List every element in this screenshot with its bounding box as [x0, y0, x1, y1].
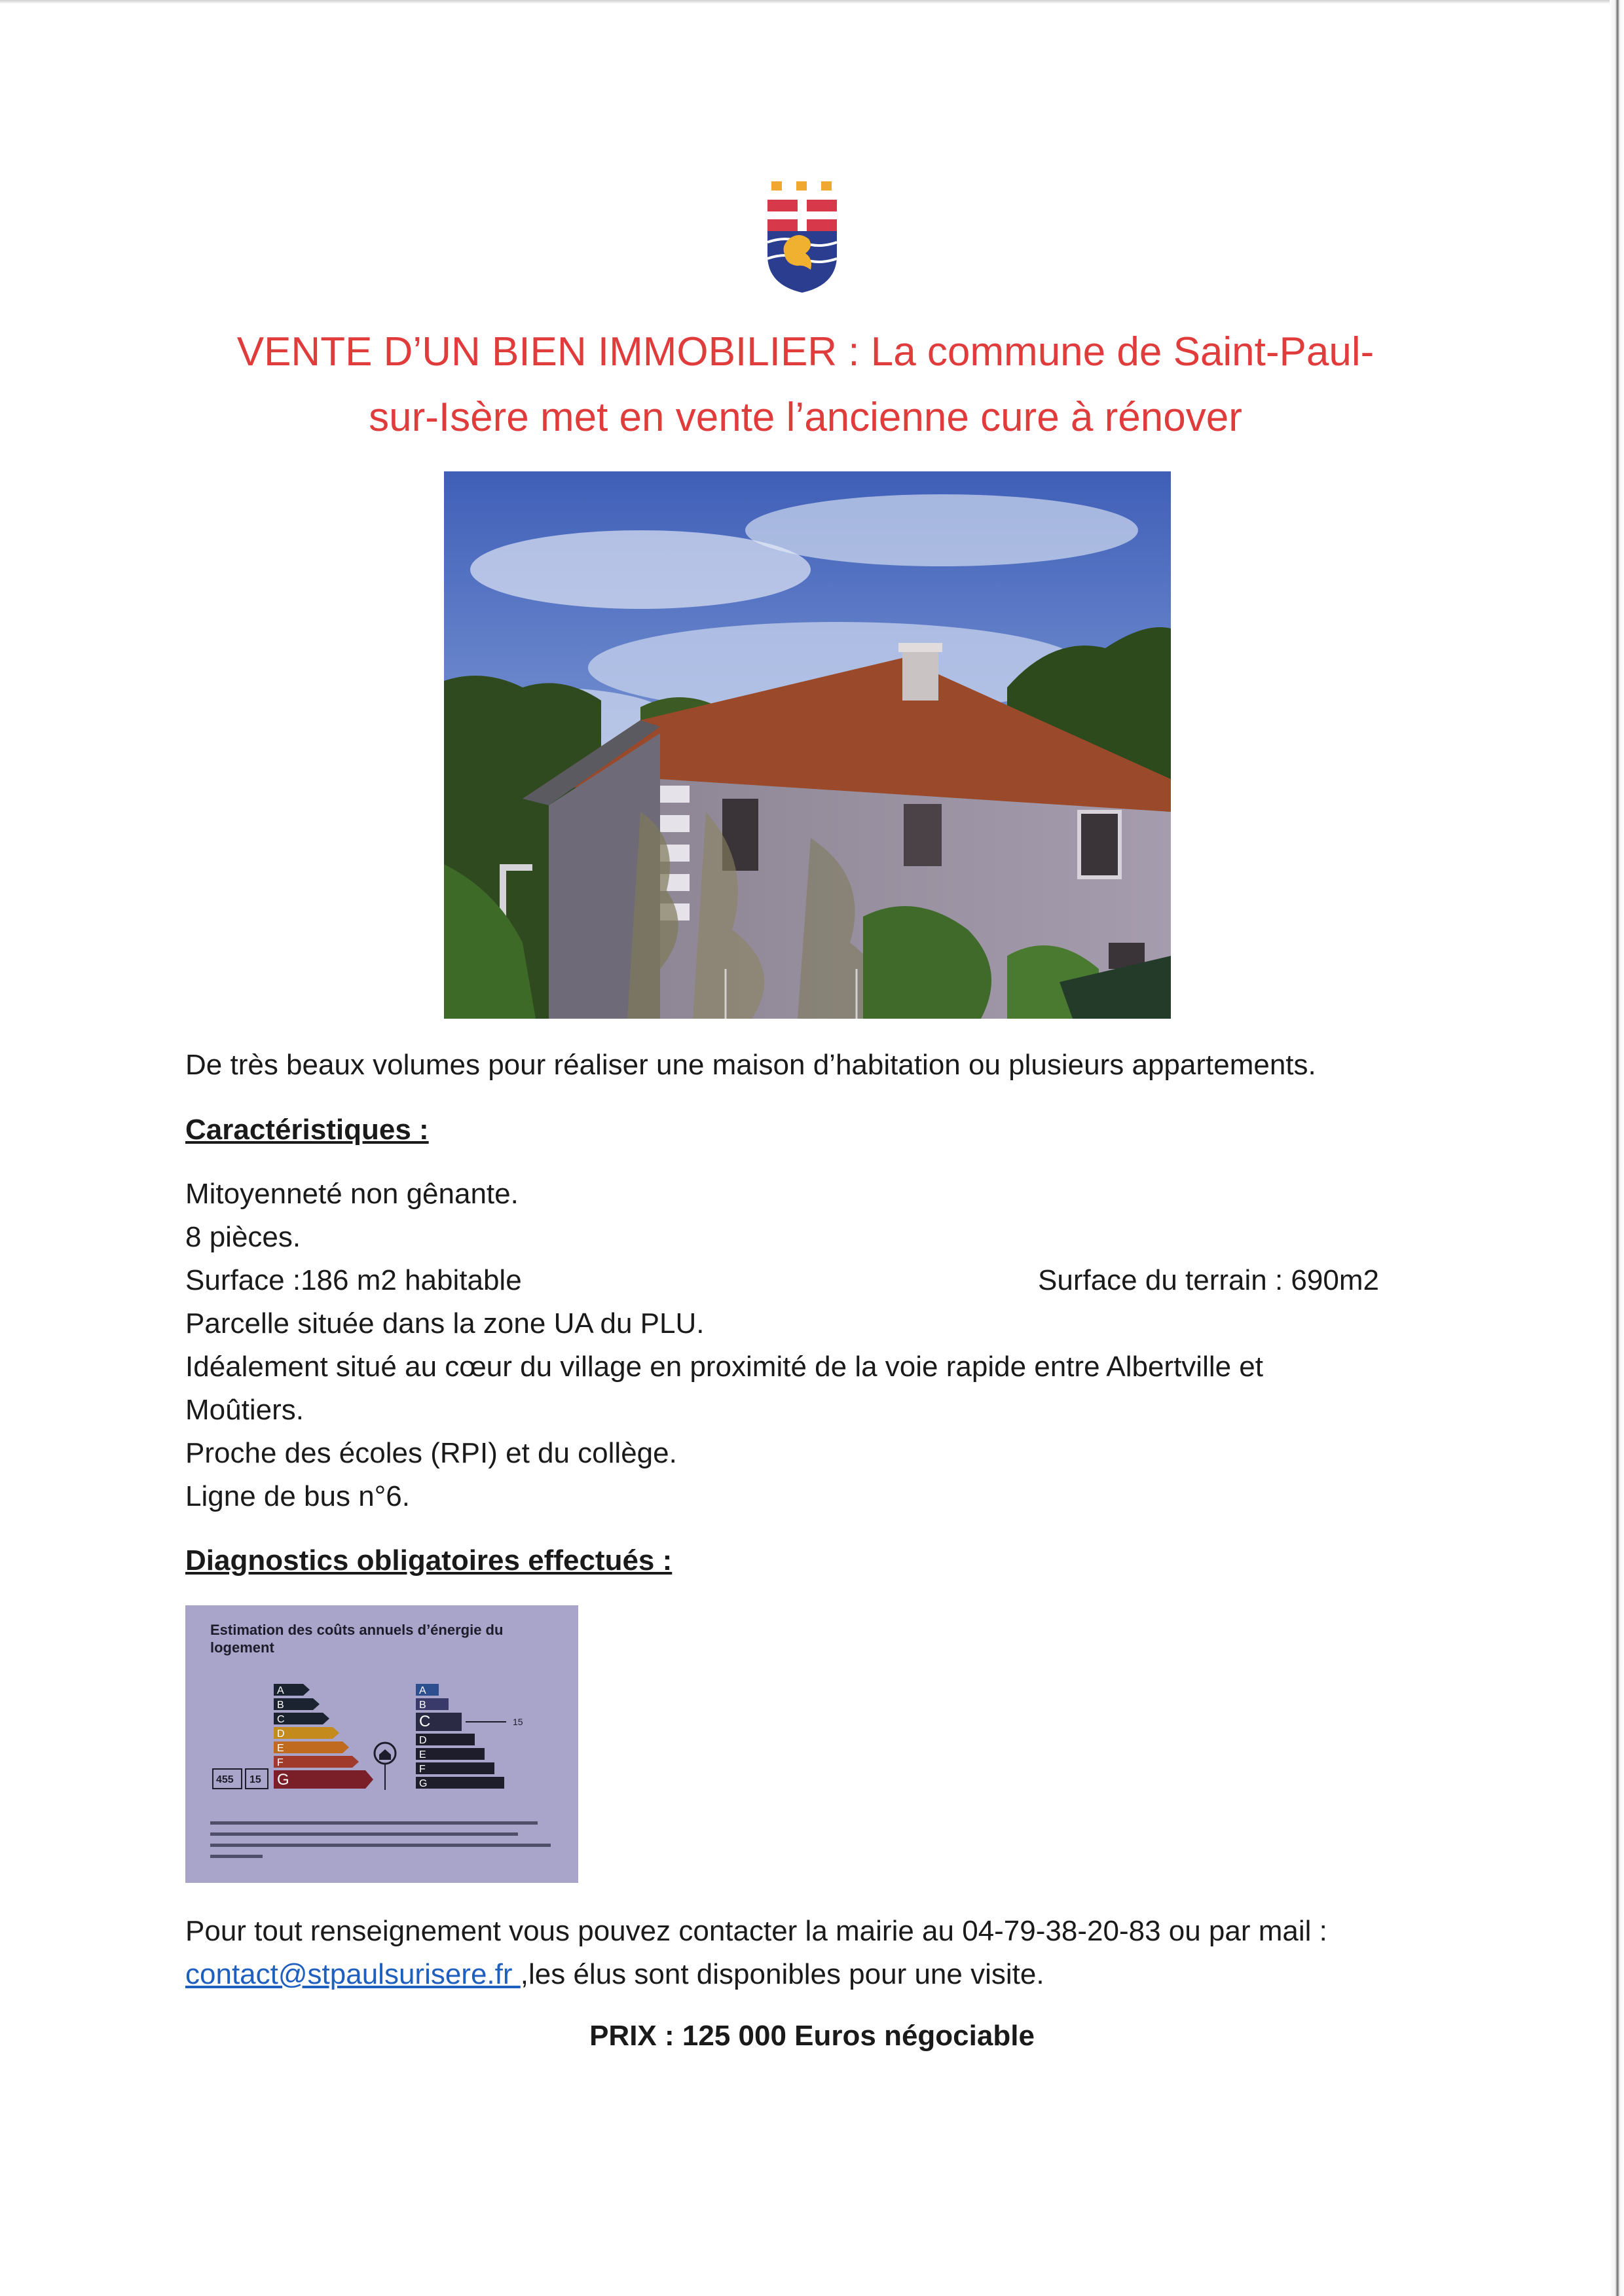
energy-letter: E: [277, 1743, 284, 1754]
municipal-crest-icon: [766, 180, 838, 295]
diagnostics-heading: Diagnostics obligatoires effectués :: [185, 1544, 673, 1576]
dpe-title-line-2: logement: [210, 1639, 274, 1656]
energy-letter: C: [277, 1714, 285, 1725]
energy-value: 455: [216, 1774, 234, 1785]
ges-letter: E: [419, 1749, 426, 1760]
title-line-2: sur-Isère met en vente l’ancienne cure à rénover: [369, 395, 1242, 440]
feature-line: Parcelle située dans la zone UA du PLU.: [185, 1307, 705, 1339]
contact-line-1: Pour tout renseignement vous pouvez contacter la mairie au 04-79-38-20-83 ou par mail :: [185, 1915, 1327, 1947]
energy-letter: A: [277, 1685, 284, 1696]
dpe-title-line-1: Estimation des coûts annuels d’énergie du: [210, 1622, 504, 1638]
ges-marker: 15: [513, 1717, 523, 1727]
energy-letter: F: [277, 1757, 284, 1768]
ges-letter: G: [419, 1778, 428, 1789]
feature-surface: Surface :186 m2 habitable: [185, 1264, 522, 1296]
ges-letter: D: [419, 1735, 427, 1746]
energy-letter: D: [277, 1728, 285, 1740]
feature-line: Proche des écoles (RPI) et du collège.: [185, 1437, 677, 1469]
energy-class: G: [277, 1771, 289, 1789]
contact-email-link[interactable]: contact@stpaulsurisere.fr: [185, 1958, 521, 1990]
scan-edge-right: [1610, 0, 1624, 2296]
ges-letter: A: [419, 1685, 426, 1696]
feature-line: Idéalement situé au cœur du village en proximité de la voie rapide entre Albertville et: [185, 1351, 1264, 1383]
contact-line-2-text: ,les élus sont disponibles pour une visite.: [520, 1958, 1044, 1990]
energy-letter: B: [277, 1700, 284, 1711]
feature-line: Moûtiers.: [185, 1394, 304, 1426]
property-photo: [444, 471, 1171, 1019]
ges-value: 15: [249, 1774, 261, 1785]
title-line-1: VENTE D’UN BIEN IMMOBILIER : La commune de Saint-Paul-: [236, 329, 1375, 374]
scan-edge-top: [0, 0, 1624, 4]
energy-label-image: [185, 1605, 578, 1883]
feature-line: Mitoyenneté non gênante.: [185, 1178, 519, 1210]
ges-letter: F: [419, 1764, 426, 1775]
contact-line-2: [185, 1953, 1044, 1996]
ges-letter: B: [419, 1700, 426, 1711]
intro-text: De très beaux volumes pour réaliser une maison d’habitation ou plusieurs appartements.: [185, 1049, 1316, 1081]
ges-class: C: [419, 1713, 431, 1730]
feature-line: Ligne de bus n°6.: [185, 1480, 410, 1512]
feature-line: 8 pièces.: [185, 1221, 301, 1253]
features-heading: Caractéristiques :: [185, 1114, 429, 1146]
page-title: [131, 319, 1480, 450]
feature-terrain: Surface du terrain : 690m2: [1038, 1264, 1379, 1296]
price: PRIX : 125 000 Euros négociable: [589, 2020, 1035, 2052]
